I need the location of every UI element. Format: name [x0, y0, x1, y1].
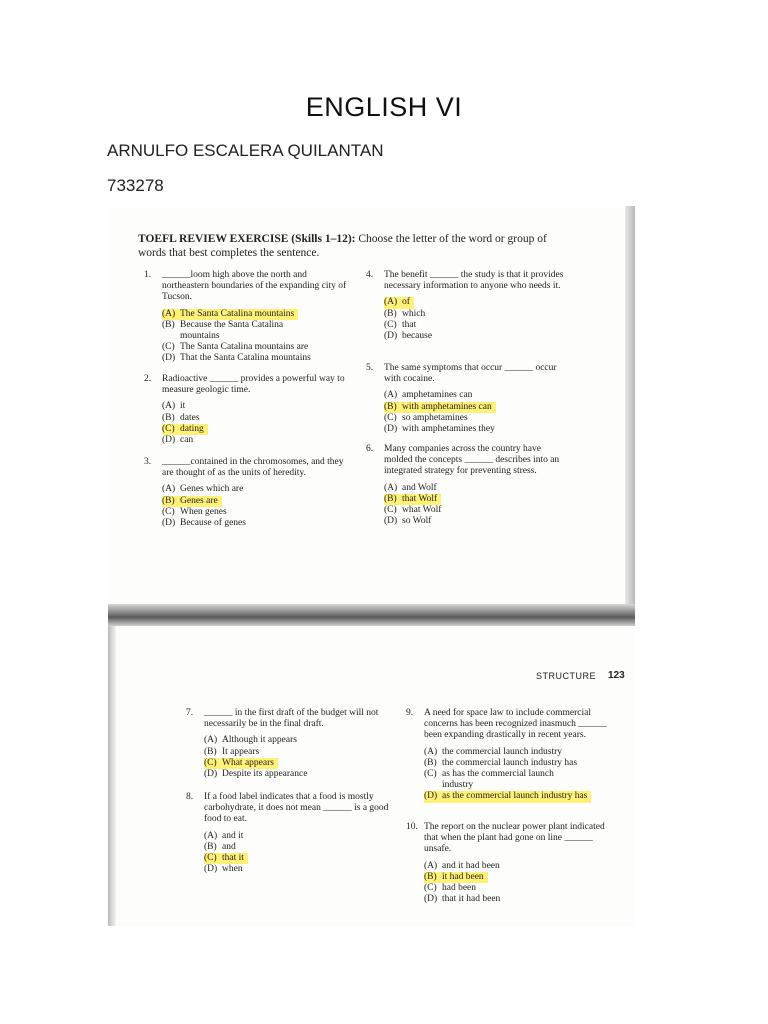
option-letter: (C) [162, 506, 175, 517]
option-text: Because the Santa Catalina [180, 319, 284, 330]
question-number: 6. [366, 444, 374, 454]
option-letter: (A) [424, 860, 438, 871]
option-text: and it [222, 830, 244, 841]
option-letter: (A) [162, 401, 176, 412]
question-item [186, 792, 389, 875]
option-text: as has the commercial launch [442, 768, 554, 779]
option-text: dating [180, 423, 204, 434]
question-number: 7. [186, 708, 194, 718]
answer-option [384, 483, 569, 494]
option-letter: (C) [384, 412, 397, 423]
option-text: it [180, 401, 186, 412]
answer-options [406, 747, 609, 803]
option-text: of [402, 297, 410, 308]
question-number: 5. [366, 363, 374, 373]
answer-option [162, 435, 347, 446]
option-text: that it had been [442, 894, 501, 905]
option-text: That the Santa Catalina mountains [180, 353, 311, 364]
option-letter: (D) [204, 768, 218, 779]
scanned-page-exercise [108, 206, 635, 604]
question-stem [144, 457, 347, 479]
answer-option-highlighted [162, 309, 347, 320]
student-id: 733278 [107, 176, 164, 195]
option-letter: (A) [162, 484, 176, 495]
question-stem [366, 363, 569, 385]
answer-option [384, 424, 569, 435]
answer-options [186, 735, 389, 780]
answer-option [424, 769, 609, 780]
answer-option [424, 861, 609, 872]
option-text: dates [180, 412, 200, 423]
exercise-heading-instructions: Choose the letter of the word or group of words that best completes the sentence. [138, 233, 547, 259]
option-text: and Wolf [402, 482, 437, 493]
option-letter: (B) [384, 493, 397, 504]
question-stem [366, 270, 569, 292]
answer-options [144, 309, 347, 365]
answer-options [366, 390, 569, 435]
question-item [144, 374, 347, 446]
option-text: The Santa Catalina mountains are [180, 342, 309, 353]
option-letter: (D) [162, 353, 176, 364]
answer-option [424, 780, 609, 791]
question-text: The same symptoms that occur ______ occur with cocaine. [384, 363, 557, 385]
answer-option [204, 864, 389, 875]
option-text: when [222, 864, 243, 875]
option-text: amphetamines can [402, 390, 473, 401]
option-letter: (D) [424, 894, 438, 905]
answer-option [162, 401, 347, 412]
question-stem [186, 708, 389, 730]
option-text: as the commercial launch industry has [442, 791, 588, 802]
option-letter: (A) [162, 308, 176, 319]
scanned-page-structure [108, 626, 635, 926]
option-text: the commercial launch industry has [442, 757, 578, 768]
answer-option-highlighted [162, 424, 347, 435]
option-text: it had been [442, 871, 484, 882]
option-letter: (D) [204, 864, 218, 875]
answer-option [204, 831, 389, 842]
option-letter: (A) [424, 746, 438, 757]
option-text: Despite its appearance [222, 768, 308, 779]
option-text: can [180, 434, 194, 445]
option-text: and [222, 841, 236, 852]
answer-option [384, 413, 569, 424]
answer-option-highlighted [162, 496, 347, 507]
option-letter: (C) [162, 423, 175, 434]
answer-option [162, 342, 347, 353]
answer-option [162, 484, 347, 495]
question-text: If a food label indicates that a food is mostly carbohydrate, it does not mean ______ is a good food to eat. [204, 792, 389, 825]
answer-option [162, 320, 347, 331]
question-text: A need for space law to include commercial concerns has been recognized inasmuch ______ been expanding drastically in recent years. [424, 708, 607, 741]
answer-option [424, 747, 609, 758]
option-text: Although it appears [222, 735, 297, 746]
option-text: mountains [180, 330, 220, 341]
question-stem [366, 444, 569, 478]
option-letter: (D) [162, 434, 176, 445]
option-letter: (C) [384, 319, 397, 330]
answer-option [162, 413, 347, 424]
option-text: had been [442, 882, 477, 893]
question-stem [406, 708, 609, 742]
option-letter: (C) [204, 757, 217, 768]
question-number: 8. [186, 792, 194, 802]
option-text: Because of genes [180, 517, 246, 528]
question-number: 10. [406, 822, 418, 832]
answer-option [384, 516, 569, 527]
option-letter: (D) [162, 517, 176, 528]
question-stem [186, 792, 389, 826]
answer-option [204, 842, 389, 853]
option-text: Genes which are [180, 484, 244, 495]
option-letter: (A) [384, 390, 398, 401]
option-letter: (C) [162, 342, 175, 353]
option-text: When genes [180, 506, 227, 517]
exercise-heading [138, 232, 568, 260]
option-text: so Wolf [402, 516, 432, 527]
option-letter: (B) [204, 746, 217, 757]
option-letter: (B) [162, 412, 175, 423]
question-stem [144, 374, 347, 396]
question-item [144, 457, 347, 529]
answer-option [384, 331, 569, 342]
answer-options [144, 484, 347, 529]
option-letter: (A) [204, 735, 218, 746]
option-letter: (A) [384, 482, 398, 493]
option-text: that it [222, 852, 244, 863]
question-item [144, 270, 347, 365]
student-name: ARNULFO ESCALERA QUILANTAN [107, 141, 384, 160]
document-title: ENGLISH VI [305, 92, 463, 122]
answer-options [366, 297, 569, 342]
option-letter: (B) [384, 308, 397, 319]
question-item [366, 363, 569, 435]
answer-option [162, 507, 347, 518]
option-text: that [402, 319, 417, 330]
question-item [366, 444, 569, 527]
answer-option [424, 883, 609, 894]
option-letter [162, 331, 180, 342]
answer-option-highlighted [384, 297, 569, 308]
page-number: 123 [608, 670, 625, 681]
option-text: industry [442, 780, 474, 791]
question-text: The report on the nuclear power plant indicated that when the plant had gone on line ______ unsafe. [424, 822, 605, 855]
option-text: The Santa Catalina mountains [180, 308, 295, 319]
option-letter: (C) [204, 852, 217, 863]
question-text: ______ in the first draft of the budget will not necessarily be in the final draft. [204, 708, 379, 730]
answer-option-highlighted [384, 402, 569, 413]
answer-option [204, 769, 389, 780]
answer-option [204, 735, 389, 746]
question-number: 1. [144, 270, 152, 280]
answer-option [162, 518, 347, 529]
question-number: 9. [406, 708, 414, 718]
question-item [406, 708, 609, 803]
page-divider [108, 604, 635, 626]
option-text: with amphetamines they [402, 423, 495, 434]
option-letter: (B) [424, 757, 437, 768]
answer-options [186, 831, 389, 876]
answer-options [144, 401, 347, 446]
option-text: so amphetamines [402, 412, 468, 423]
option-letter: (D) [424, 791, 438, 802]
option-letter: (C) [424, 882, 437, 893]
answer-option [384, 309, 569, 320]
question-text: The benefit ______ the study is that it provides necessary information to anyone who needs it. [384, 270, 564, 292]
option-letter [424, 780, 442, 791]
answer-option [162, 331, 347, 342]
option-text: because [402, 330, 433, 341]
option-text: what Wolf [402, 504, 442, 515]
answer-option [424, 894, 609, 905]
answer-option [384, 390, 569, 401]
answer-options [366, 483, 569, 528]
option-letter: (B) [384, 401, 397, 412]
question-item [366, 270, 569, 342]
option-text: which [402, 308, 426, 319]
answer-option-highlighted [204, 853, 389, 864]
answer-option [162, 353, 347, 364]
option-letter: (B) [204, 841, 217, 852]
option-letter: (B) [162, 319, 175, 330]
section-header: STRUCTURE [536, 671, 596, 681]
question-text: ______loom high above the north and northeastern boundaries of the expanding city of Tucson. [162, 270, 347, 303]
option-text: the commercial launch industry [442, 746, 563, 757]
question-text: Radioactive ______ provides a powerful way to measure geologic time. [162, 374, 345, 396]
answer-option [384, 505, 569, 516]
option-letter: (D) [384, 423, 398, 434]
answer-option-highlighted [384, 494, 569, 505]
option-letter: (B) [424, 871, 437, 882]
answer-option [204, 747, 389, 758]
option-text: Genes are [180, 495, 218, 506]
answer-option-highlighted [424, 872, 609, 883]
option-text: What appears [222, 757, 274, 768]
option-letter: (A) [204, 830, 218, 841]
option-letter: (C) [424, 768, 437, 779]
answer-option [424, 758, 609, 769]
question-number: 4. [366, 270, 374, 280]
option-text: that Wolf [402, 493, 438, 504]
question-text: ______contained in the chromosomes, and they are thought of as the units of heredity. [162, 457, 344, 479]
answer-option-highlighted [424, 791, 609, 802]
question-text: Many companies across the country have molded the concepts ______ describes into an integrated strategy for preventing stress. [384, 444, 560, 477]
question-stem [406, 822, 609, 856]
option-letter: (D) [384, 516, 398, 527]
question-number: 2. [144, 374, 152, 384]
answer-options [406, 861, 609, 906]
option-letter: (A) [384, 297, 398, 308]
question-stem [144, 270, 347, 304]
question-item [186, 708, 389, 780]
option-letter: (C) [384, 504, 397, 515]
option-text: with amphetamines can [402, 401, 492, 412]
option-text: It appears [222, 746, 260, 757]
option-letter: (B) [162, 495, 175, 506]
answer-option-highlighted [204, 758, 389, 769]
exercise-heading-title: TOEFL REVIEW EXERCISE (Skills 1–12): [138, 233, 356, 245]
question-item [406, 822, 609, 905]
option-letter: (D) [384, 330, 398, 341]
question-number: 3. [144, 457, 152, 467]
answer-option [384, 320, 569, 331]
option-text: and it had been [442, 860, 500, 871]
